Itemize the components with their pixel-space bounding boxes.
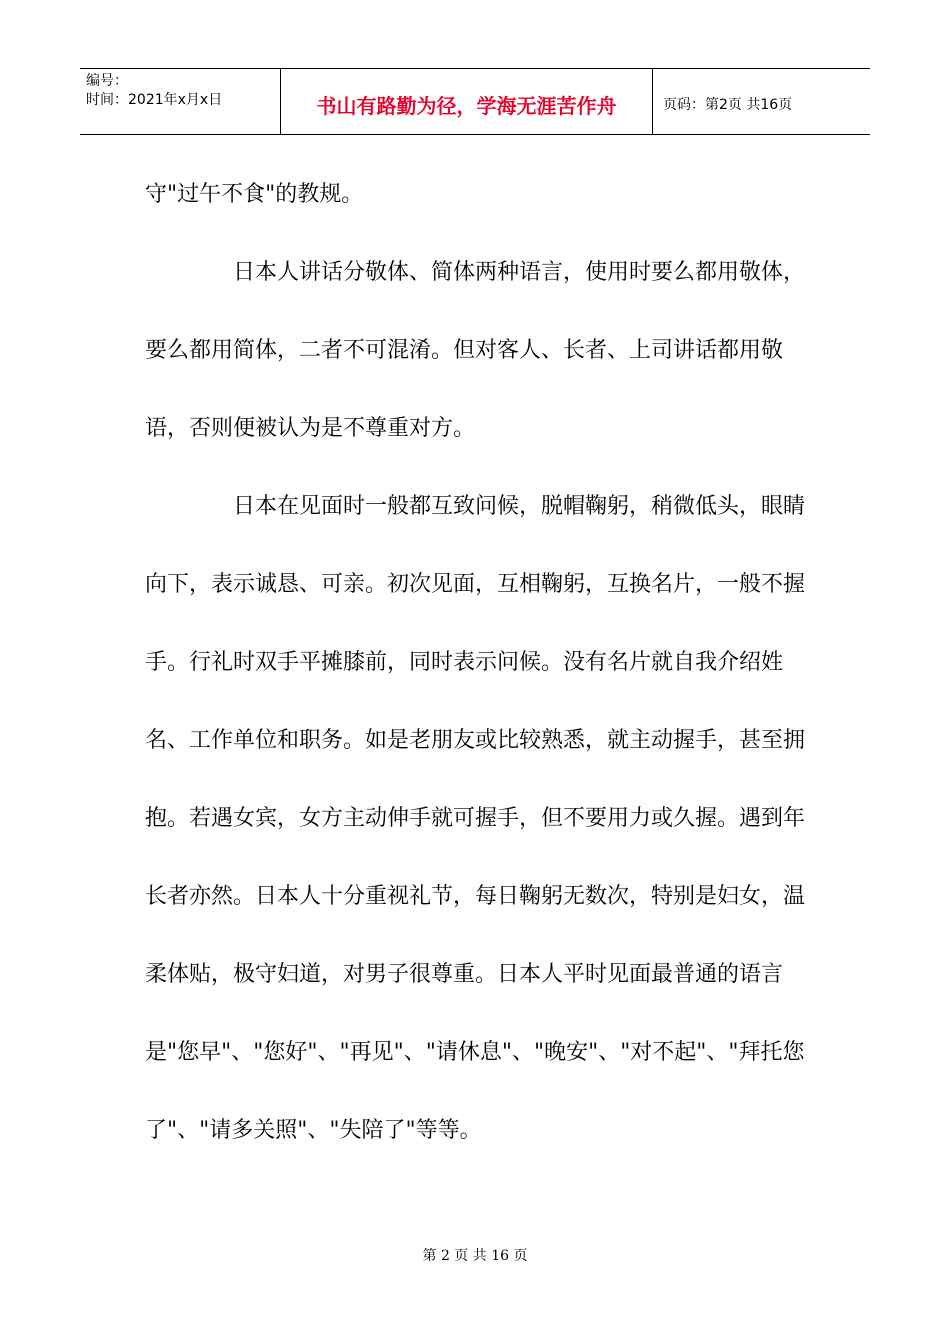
paragraph: 守"过午不食"的教规。 [145,182,364,207]
header-meta [80,69,281,134]
paragraph: 日本人讲话分敬体、简体两种语言，使用时要么都用敬体，要么都用简体，二者不可混淆。但对客人、长者、上司讲话都用敬语，否则便被认为是不尊重对方。 [145,260,806,441]
paragraph: 日本在见面时一般都互致问候，脱帽鞠躬，稍微低头，眼睛向下，表示诚恳、可亲。初次见面，互相鞠躬，互换名片，一般不握手。行礼时双手平摊膝前，同时表示问候。没有名片就自我介绍姓名、工作单位和职务。如是老朋友或比较熟悉，就主动握手，甚至拥抱。若遇女宾，女方主动伸手就可握手，但不要用力或久握。遇到年长者亦然。日本人十分重视礼节，每日鞠躬无数次，特别是妇女，温柔体贴，极守妇道，对男子很尊重。日本人平时见面最普通的语言是"您早"、"您好"、"再见"、"请休息"、"晚安"、"对不起"、"拜托您了"、"请多关照"、"失陪了"等等。 [145,494,806,1143]
page-header [80,68,870,135]
page-footer: 第 2 页 共 16 页 [422,1248,528,1264]
header-motto: 书山有路勤为径，学海无涯苦作舟 [281,69,653,134]
header-page-info: 页码：第2页 共16页 [663,96,793,113]
document-body [145,156,807,1170]
document-date: 时间：2021年x月x日 [86,92,223,108]
document-number-label: 编号： [86,73,128,89]
